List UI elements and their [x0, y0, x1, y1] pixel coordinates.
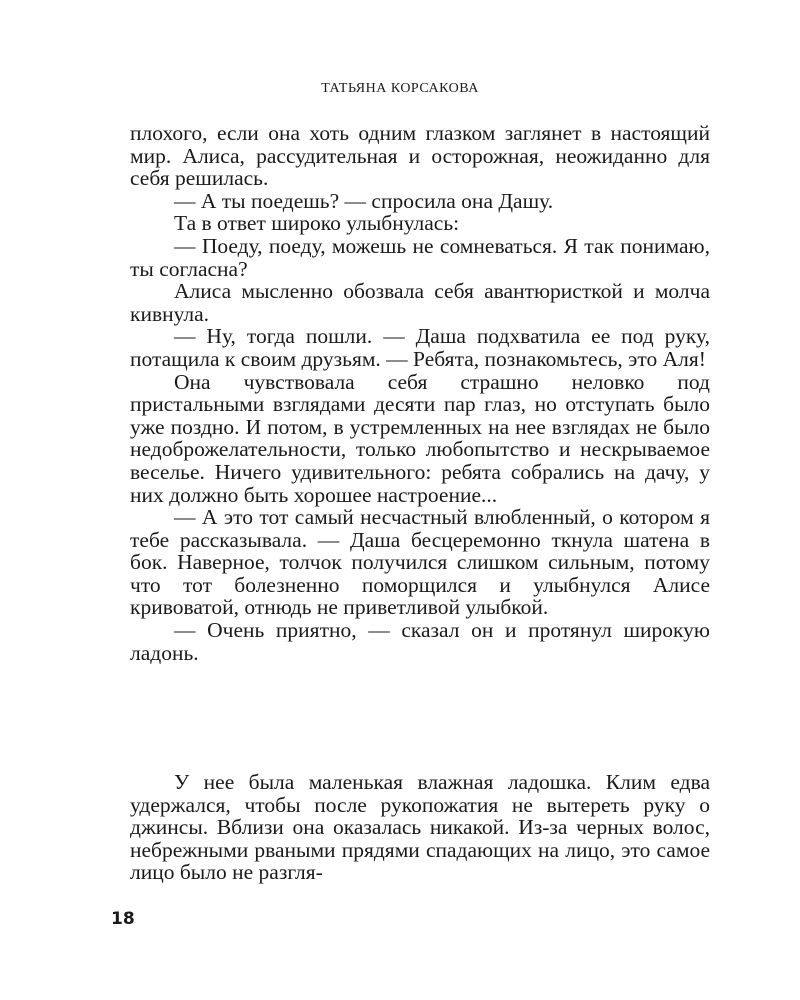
paragraph: Алиса мысленно обозвала себя авантюристкой и молча кивнула.	[130, 279, 710, 326]
paragraph: — А ты поедешь? — спросила она Дашу.	[174, 188, 554, 213]
paragraph: Та в ответ широко улыбнулась:	[174, 211, 460, 236]
paragraph: У нее была маленькая влажная ладошка. Клим едва удержался, чтобы после рукопожатия не вытереть руку о джинсы. Вблизи она оказалась никакой. Из-за черных волос, небрежными рваными прядями спадающих на лицо, это самое лицо было не разгля-	[130, 770, 710, 885]
page-number: 18	[111, 909, 135, 929]
paragraph: — Ну, тогда пошли. — Даша подхватила ее под руку, потащила к своим друзьям. — Ребята, познакомьтесь, это Аля!	[130, 324, 710, 371]
text-section-2	[130, 771, 710, 884]
running-head: ТАТЬЯНА КОРСАКОВА	[321, 81, 479, 96]
paragraph: — Поеду, поеду, можешь не сомневаться. Я так понимаю, ты согласна?	[130, 233, 710, 281]
paragraph: — А это тот самый несчастный влюбленный, о котором я тебе рассказывала. — Даша бесцеремонно ткнула шатена в бок. Наверное, толчок получился слишком сильным, потому что тот болезненно поморщился и улыбнулся Алисе кривоватой, отнюдь не приветливой улыбкой.	[130, 505, 710, 620]
paragraph: Она чувствовала себя страшно неловко под пристальными взглядами десяти пар глаз, но отступать было уже поздно. И потом, в устремленных на нее взглядах не было недоброжелательности, только любопытство и нескрываемое веселье. Ничего удивительного: ребята собрались на дачу, у них должно быть хорошее настроение...	[130, 369, 710, 507]
paragraph: плохого, если она хоть одним глазком заглянет в настоящий мир. Алиса, рассудительная и осторожная, неожиданно для себя решилась.	[130, 121, 710, 191]
paragraph: — Очень приятно, — сказал он и протянул широкую ладонь.	[130, 618, 710, 665]
text-section-1	[130, 122, 710, 664]
